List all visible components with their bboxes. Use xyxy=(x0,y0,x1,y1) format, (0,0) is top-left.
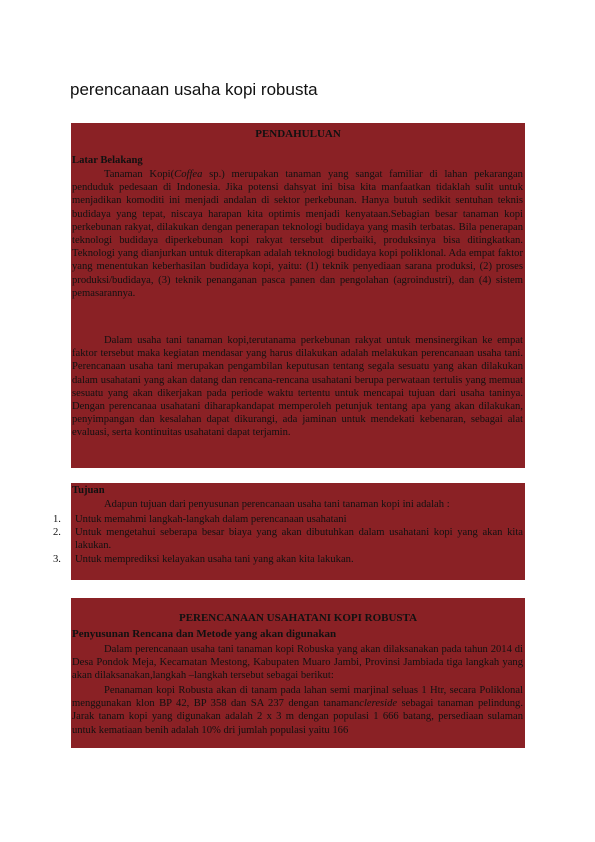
section-heading: PENDAHULUAN xyxy=(255,128,341,140)
section-pendahuluan xyxy=(71,123,525,468)
list-item: 3. Untuk memprediksi kelayakan usaha tani yang akan kita lakukan. xyxy=(53,553,354,565)
subheading-penyusunan-rencana: Penyusunan Rencana dan Metode yang akan digunakan xyxy=(72,628,337,640)
section-heading: PERENCANAAN USAHATANI KOPI ROBUSTA xyxy=(178,612,418,624)
paragraph-latar-belakang-1: Tanaman Kopi(Coffea sp.) merupakan tanaman yang sangat familiar di lahan pekarangan penduduk pedesaan di Indonesia. Jika potensi dahsyat ini bisa kita manfaatkan tidaklah sulit untuk menjadikan komoditi ini menjadi andalan di sektor perkebunan. Hanya butuh sedikit sentuhan teknis budidaya yang tepat, niscaya harapan kita optimis menjadi kenyataan.Sebagian besar tanaman kopi perkebunan rakyat, dilakukan dengan penerapan teknologi budidaya yang masih terbatas. Bila penerapan teknologi budidaya diperkebunan kopi rakyat tersebut diperbaiki, produksinya bisa ditingkatkan. Teknologi yang dianjurkan untuk diterapkan adalah teknologi budidaya kopi poliklonal. Ada empat faktor yang menentukan keberhasilan budidaya kopi, yaitu: (1) teknik penyediaan sarana produksi, (2) proses produksi/budidaya, (3) teknik penanganan pasca panen dan pengolahan (agroindustri), dan (4) sistem pemasarannya. xyxy=(72,169,523,299)
section-perencanaan xyxy=(71,598,525,748)
tujuan-list xyxy=(53,513,523,566)
list-item: 1. Untuk memahmi langkah-langkah dalam perencanaan usahatani xyxy=(53,514,347,525)
tujuan-intro: Adapun tujuan dari penyusunan perencanaan usaha tani tanaman kopi ini adalah : xyxy=(104,499,450,510)
paragraph-perencanaan-2: Penanaman kopi Robusta akan di tanam pada lahan semi marjinal seluas 1 Htr, secara Poliklonal menggunakan klon BP 42, BP 358 dan SA 237 dengan tanamanclereside sebagai tanaman pelindung. Jarak tanam kopi yang digunakan adalah 2 x 3 m dengan populasi 1 666 batang, persediaan sulaman untuk kematiaan benih adalah 10% dri jumlah populasi yaitu 166 xyxy=(72,685,523,736)
paragraph-latar-belakang-2: Dalam usaha tani tanaman kopi,terutanama perkebunan rakyat untuk mensinergikan ke empat faktor tersebut maka kegiatan mendasar yang harus dilakukan adalah melakukan perencanaan usaha tani. Perencanaan usaha tani merupakan pengambilan keputusan tentang segala sesuatu yang akan dilakukan dalam usahatani yang akan datang dan rencana-rencana usahatani berupa perwataan tertulis yang memuat sesuatu yang akan dikerjakan pada periode waktu tertentu untuk mencapai tujuan dari usaha taninya. Dengan perencanaa usahatani diharapkandapat memperoleh petunjuk tentang apa yang akan dilakukan, penyimpangan dan kesalahan dapat dikurangi, ada jaminan untuk mendekati kebenaran, sebagai alat evaluasi, serta kontinuitas usahatani dapat terjamin. xyxy=(72,335,523,439)
subheading-tujuan: Tujuan xyxy=(72,485,105,496)
document-title: perencanaan usaha kopi robusta xyxy=(70,80,318,99)
paragraph-perencanaan-1: Dalam perencanaan usaha tani tanaman kopi Robuska yang akan dilaksanakan pada tahun 2014 di Desa Pondok Meja, Kecamatan Mestong, Kabupaten Muaro Jambi, Provinsi Jambiada tiga langkah yang akan dilaksanakan,langkah –langkah tersebut sebagai berikut: xyxy=(72,644,523,682)
section-tujuan xyxy=(53,483,525,580)
subheading-latar-belakang: Latar Belakang xyxy=(72,155,143,166)
list-item: 2. Untuk mengetahui seberapa besar biaya yang akan dibutuhkan dalam usahatani kopi yang akan kita lakukan. xyxy=(53,527,523,552)
